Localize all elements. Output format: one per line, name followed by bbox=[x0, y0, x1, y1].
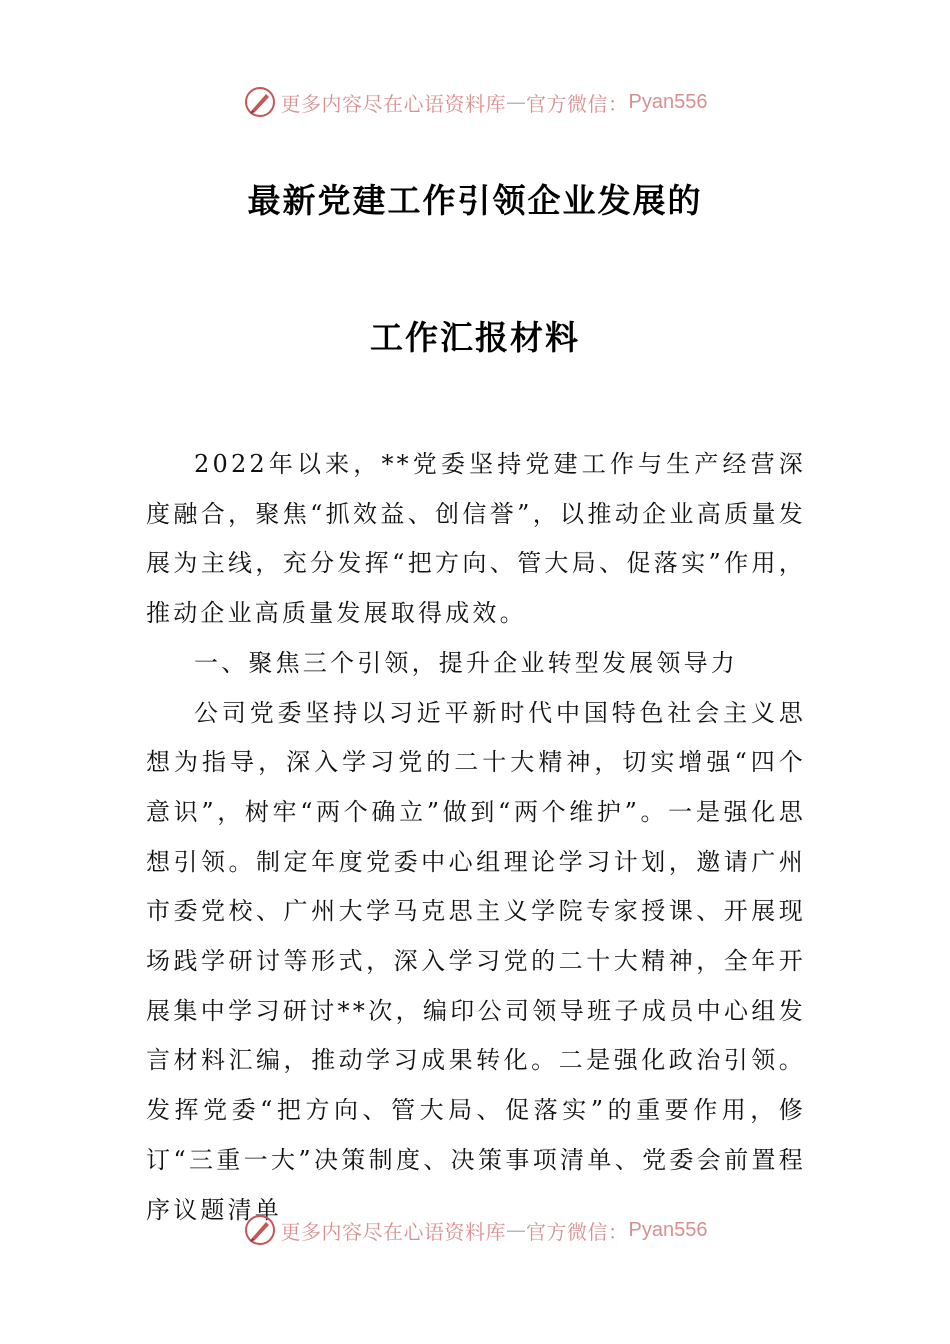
watermark-separator: — bbox=[506, 90, 527, 114]
watermark-text: 更多内容尽在心语资料库 bbox=[280, 1219, 507, 1244]
section-heading: 一、聚焦三个引领，提升企业转型发展领导力 bbox=[194, 648, 738, 677]
watermark-separator: — bbox=[506, 1218, 527, 1242]
watermark-official: 官方微信： bbox=[526, 91, 629, 116]
quill-logo-icon bbox=[243, 1213, 277, 1247]
watermark-official: 官方微信： bbox=[526, 1219, 629, 1244]
watermark-id: Pyan556 bbox=[628, 90, 708, 113]
quill-logo-icon bbox=[243, 85, 277, 119]
document-title-line-1: 最新党建工作引领企业发展的 bbox=[247, 181, 703, 220]
header-watermark bbox=[0, 82, 950, 122]
document-title-line-2: 工作汇报材料 bbox=[370, 318, 580, 357]
watermark-id: Pyan556 bbox=[628, 1218, 708, 1241]
watermark-text: 更多内容尽在心语资料库 bbox=[280, 91, 507, 116]
body-paragraph: 公司党委坚持以习近平新时代中国特色社会主义思想为指导，深入学习党的二十大精神，切实增强“四个意识”，树牢“两个确立”做到“两个维护”。一是强化思想引领。制定年度党委中心组理论学习计划，邀请广州市委党校、广州大学马克思主义学院专家授课、开展现场践学研讨等形式，深入学习党的二十大精神，全年开展集中学习研讨**次，编印公司领导班子成员中心组发言材料汇编，推动学习成果转化。二是强化政治引领。发挥党委“把方向、管大局、促落实”的重要作用，修订“三重一大”决策制度、决策事项清单、党委会前置程序议题清单 bbox=[146, 698, 806, 1224]
document-body bbox=[146, 440, 806, 1235]
intro-paragraph: 2022年以来，**党委坚持党建工作与生产经营深度融合，聚焦“抓效益、创信誉”，以推动企业高质量发展为主线，充分发挥“把方向、管大局、促落实”作用，推动企业高质量发展取得成效。 bbox=[146, 450, 806, 628]
footer-watermark bbox=[0, 1210, 950, 1250]
